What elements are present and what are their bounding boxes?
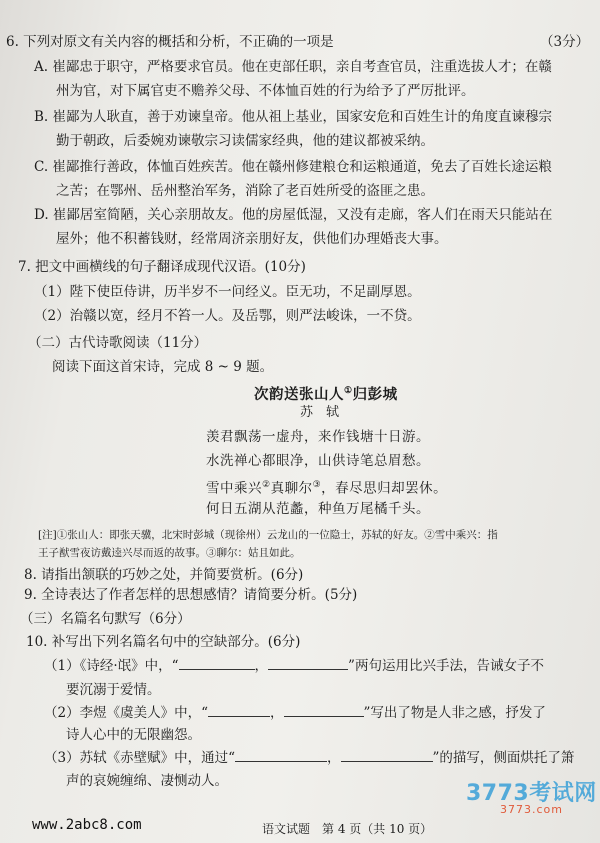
poem-note-line-2: 王子猷雪夜访戴逵兴尽而返的故事。③聊尔：姑且如此。 bbox=[38, 547, 301, 559]
q6-option-b-line1: B. 崔鄙为人耿直，善于劝谏皇帝。他从祖上基业，国家安危和百姓生计的角度直谏穆宗 bbox=[34, 109, 553, 125]
q6-option-c-line2: 之苦；在鄂州、岳州整治军务，消除了老百姓所受的盗匪之患。 bbox=[56, 183, 434, 199]
q6-option-d-line1: D. 崔鄙居室简陋，关心亲朋故友。他的房屋低湿，又没有走廊，客人们在雨天只能站在 bbox=[34, 207, 553, 223]
q9-stem: 9. 全诗表达了作者怎样的思想感情？请简要分析。(5分) bbox=[24, 587, 358, 603]
q10-stem: 10. 补写出下列名篇名句中的空缺部分。(6分) bbox=[26, 634, 301, 650]
q10-item-2-line2: 诗人心中的无限幽怨。 bbox=[66, 727, 201, 743]
poem-note-mark-1: ① bbox=[344, 386, 353, 396]
poem-line-4: 何日五湖从范蠡，种鱼万尾橘千头。 bbox=[206, 501, 430, 517]
poem-line-3 bbox=[206, 476, 447, 498]
watermark-logo: 3773考试网 bbox=[466, 781, 597, 806]
q6-option-a-line1: A. 崔鄙忠于职守，严格要求官员。他在吏部任职，亲自考查官员，注重选拔人才；在赣 bbox=[34, 59, 552, 75]
answer-blank[interactable] bbox=[208, 704, 270, 717]
answer-blank[interactable] bbox=[284, 704, 364, 717]
q10-item-3-suffix: ”的描写，侧面烘托了箫 bbox=[432, 750, 575, 766]
section2-intro: 阅读下面这首宋诗，完成 8 ~ 9 题。 bbox=[52, 359, 274, 375]
q10-item-3-line1: （3）苏轼《赤壁赋》中，通过“ ， ”的描写，侧面烘托了箫 bbox=[44, 750, 575, 766]
watermark-url: 3773.com bbox=[500, 803, 563, 816]
q7-sentence-2: （2）治赣以宽，经月不笞一人。及岳鄂，则严法峻诛，一不贷。 bbox=[34, 308, 421, 324]
q6-stem: 6. 下列对原文有关内容的概括和分析，不正确的一项是 bbox=[6, 34, 334, 50]
q10-item-3-line2: 声的哀婉缠绵、凄恻动人。 bbox=[66, 773, 228, 789]
q7-sentence-1: （1）陛下使臣侍讲，历半岁不一问经义。臣无功，不足副厚恩。 bbox=[34, 284, 421, 300]
q7-stem: 7. 把文中画横线的句子翻译成现代汉语。(10分) bbox=[18, 259, 306, 275]
section2-heading: （二）古代诗歌阅读（11分） bbox=[28, 335, 208, 351]
q10-item-2-suffix: ”写出了物是人非之感，抒发了 bbox=[363, 705, 546, 721]
poem-note-mark-3: ③ bbox=[312, 480, 322, 490]
q10-item-1-line2: 要沉溺于爱情。 bbox=[66, 682, 161, 698]
q10-item-1-line1: （1）《诗经·氓》中，“ ， ”两句运用比兴手法，告诫女子不 bbox=[44, 658, 544, 674]
poem-note-line-1: [注]①张山人：即张天骥，北宋时彭城（现徐州）云龙山的一位隐士，苏轼的好友。②雪中乘兴：指 bbox=[38, 529, 498, 541]
poem-line-1: 羡君飘荡一虚舟，来作钱塘十日游。 bbox=[206, 429, 430, 445]
poem-line-2: 水洗禅心都眼净，山供诗笔总眉愁。 bbox=[206, 453, 430, 469]
answer-blank[interactable] bbox=[179, 657, 255, 670]
section3-heading: （三）名篇名句默写（6分） bbox=[20, 611, 191, 627]
answer-blank[interactable] bbox=[341, 749, 433, 762]
poem-title-main: 次韵送张山人 bbox=[254, 385, 344, 403]
answer-blank[interactable] bbox=[268, 657, 348, 670]
poem-line-3a: 雪中乘兴 bbox=[206, 480, 262, 497]
q10-item-1-prefix: （1）《诗经·氓》中，“ bbox=[44, 658, 179, 674]
answer-blank[interactable] bbox=[235, 749, 327, 762]
q6-option-d-line2: 屋外；他不积蓄钱财，经常周济亲朋好友，供他们办理婚丧大事。 bbox=[56, 231, 448, 247]
q6-option-a-line2: 州为官，对下属官吏不赡养父母、不体恤百姓的行为给予了严厉批评。 bbox=[56, 83, 475, 99]
q8-stem: 8. 请指出颔联的巧妙之处，并简要赏析。(6分) bbox=[24, 567, 304, 583]
poem-title-suffix: 归彭城 bbox=[352, 385, 398, 403]
poem-line-3b: 真聊尔 bbox=[270, 480, 313, 497]
poem-note-mark-2: ② bbox=[262, 480, 271, 490]
q10-item-2-line1: （2）李煜《虞美人》中，“ ， ”写出了物是人非之感，抒发了 bbox=[44, 705, 546, 721]
watermark-left: www.2abc8.com bbox=[32, 817, 142, 833]
q10-item-2-prefix: （2）李煜《虞美人》中，“ bbox=[44, 705, 208, 721]
page-footer: 语文试题 第 4 页（共 10 页） bbox=[262, 822, 433, 836]
q6-score: （3分） bbox=[540, 34, 590, 50]
poem-line-3c: ，春尽思归却罢休。 bbox=[321, 480, 448, 497]
poem-title bbox=[254, 382, 398, 404]
q10-item-3-prefix: （3）苏轼《赤壁赋》中，通过“ bbox=[44, 750, 235, 766]
poem-author: 苏 轼 bbox=[300, 405, 340, 420]
q10-item-1-suffix: ”两句运用比兴手法，告诫女子不 bbox=[348, 658, 544, 674]
q6-option-c-line1: C. 崔鄙推行善政，体恤百姓疾苦。他在赣州修建粮仓和运粮通道，免去了百姓长途运粮 bbox=[34, 159, 552, 175]
q6-option-b-line2: 勤于朝政，后委婉劝谏敬宗习读儒家经典，他的建议都被采纳。 bbox=[56, 133, 434, 149]
